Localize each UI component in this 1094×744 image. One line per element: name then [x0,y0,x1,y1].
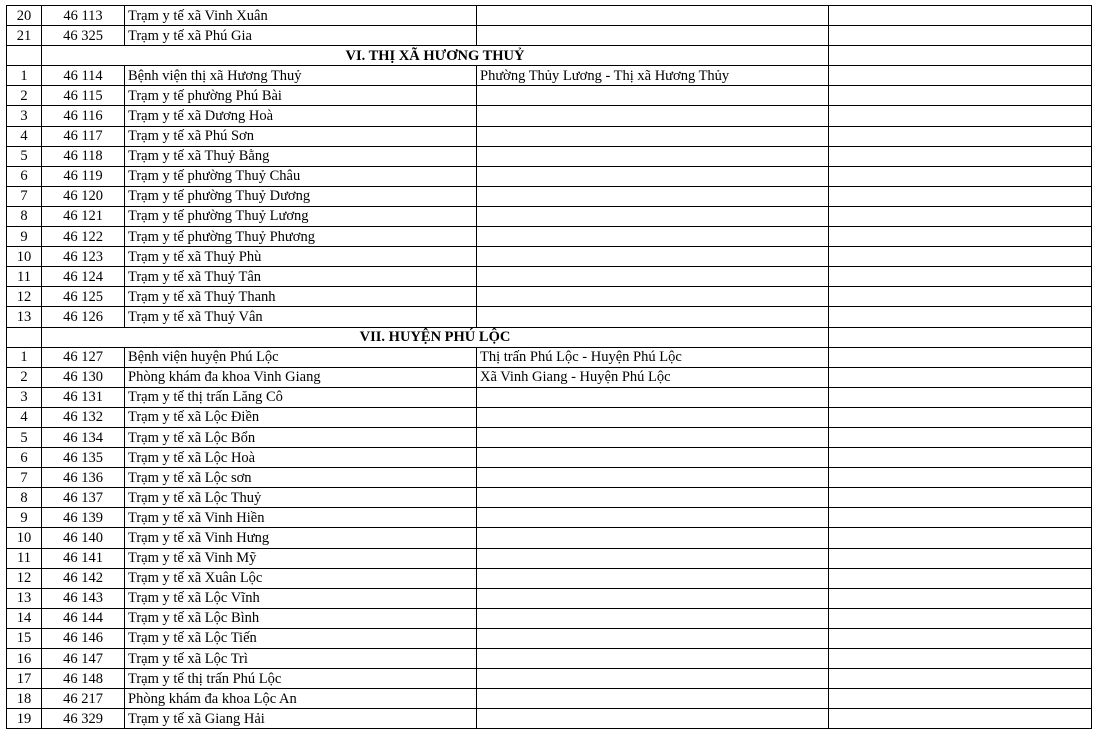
facility-name-cell: Trạm y tế xã Vinh Xuân [125,6,477,26]
address-cell [477,649,829,669]
section-header-row [7,327,1092,347]
note-cell [829,387,1092,407]
address-cell [477,608,829,628]
address-cell [477,468,829,488]
note-cell [829,588,1092,608]
code-cell: 46 325 [42,26,125,46]
facility-name-cell: Trạm y tế phường Thuỷ Châu [125,166,477,186]
note-cell [829,106,1092,126]
address-cell [477,206,829,226]
facility-name-cell: Trạm y tế xã Lộc Tiến [125,628,477,648]
note-cell [829,528,1092,548]
facility-name-cell: Trạm y tế xã Phú Gia [125,26,477,46]
code-cell: 46 131 [42,387,125,407]
note-cell [829,347,1092,367]
address-cell: Xã Vinh Giang - Huyện Phú Lộc [477,367,829,387]
stt-cell: 10 [7,247,42,267]
stt-cell: 3 [7,387,42,407]
facility-name-cell: Trạm y tế phường Thuỷ Phương [125,227,477,247]
facility-name-cell: Trạm y tế xã Lộc Vĩnh [125,588,477,608]
table-row [7,468,1092,488]
note-cell [829,608,1092,628]
table-row [7,387,1092,407]
address-cell: Thị trấn Phú Lộc - Huyện Phú Lộc [477,347,829,367]
table-row [7,66,1092,86]
code-cell: 46 143 [42,588,125,608]
address-cell [477,628,829,648]
table-row [7,307,1092,327]
facility-name-cell: Trạm y tế phường Phú Bài [125,86,477,106]
facility-name-cell: Phòng khám đa khoa Lộc An [125,689,477,709]
table-row [7,628,1092,648]
facility-name-cell: Phòng khám đa khoa Vinh Giang [125,367,477,387]
note-cell [829,468,1092,488]
facility-name-cell: Trạm y tế xã Lộc Bình [125,608,477,628]
address-cell [477,528,829,548]
address-cell [477,86,829,106]
stt-cell: 14 [7,608,42,628]
address-cell [477,267,829,287]
address-cell [477,448,829,468]
stt-cell: 2 [7,367,42,387]
note-cell [829,146,1092,166]
stt-cell: 11 [7,548,42,568]
table-row [7,247,1092,267]
note-cell [829,86,1092,106]
facility-name-cell: Trạm y tế xã Vinh Hiền [125,508,477,528]
note-cell [829,6,1092,26]
table-row [7,166,1092,186]
note-cell [829,66,1092,86]
table-row [7,669,1092,689]
code-cell: 46 148 [42,669,125,689]
stt-cell: 10 [7,528,42,548]
table-body [7,6,1092,729]
address-cell [477,186,829,206]
address-cell [477,669,829,689]
code-cell: 46 140 [42,528,125,548]
section-header-row [7,46,1092,66]
address-cell [477,548,829,568]
note-cell [829,307,1092,327]
address-cell [477,488,829,508]
code-cell: 46 127 [42,347,125,367]
stt-cell: 13 [7,588,42,608]
code-cell: 46 147 [42,649,125,669]
table-row [7,427,1092,447]
table-row [7,227,1092,247]
address-cell [477,709,829,729]
stt-cell [7,327,42,347]
note-cell [829,227,1092,247]
table-row [7,106,1092,126]
table-row [7,528,1092,548]
code-cell: 46 329 [42,709,125,729]
facility-name-cell: Trạm y tế xã Lộc Điền [125,407,477,427]
code-cell: 46 137 [42,488,125,508]
address-cell [477,247,829,267]
address-cell [477,427,829,447]
facility-name-cell: Trạm y tế xã Thuỷ Phù [125,247,477,267]
code-cell: 46 116 [42,106,125,126]
note-cell [829,247,1092,267]
address-cell: Phường Thủy Lương - Thị xã Hương Thủy [477,66,829,86]
hospital-list-table [6,5,1092,729]
table-row [7,407,1092,427]
table-row [7,146,1092,166]
stt-cell: 3 [7,106,42,126]
facility-name-cell: Trạm y tế xã Lộc Thuỷ [125,488,477,508]
code-cell: 46 136 [42,468,125,488]
facility-name-cell: Trạm y tế xã Thuỷ Tân [125,267,477,287]
code-cell: 46 124 [42,267,125,287]
stt-cell: 15 [7,628,42,648]
stt-cell: 8 [7,488,42,508]
table-row [7,608,1092,628]
stt-cell: 9 [7,508,42,528]
code-cell: 46 114 [42,66,125,86]
address-cell [477,508,829,528]
note-cell [829,327,1092,347]
table-row [7,588,1092,608]
address-cell [477,689,829,709]
stt-cell: 1 [7,66,42,86]
stt-cell: 21 [7,26,42,46]
facility-name-cell: Trạm y tế xã Vinh Hưng [125,528,477,548]
stt-cell: 18 [7,689,42,709]
stt-cell: 8 [7,206,42,226]
code-cell: 46 126 [42,307,125,327]
table-row [7,126,1092,146]
note-cell [829,26,1092,46]
code-cell: 46 217 [42,689,125,709]
note-cell [829,206,1092,226]
address-cell [477,126,829,146]
table-row [7,448,1092,468]
note-cell [829,46,1092,66]
facility-name-cell: Trạm y tế xã Phú Sơn [125,126,477,146]
table-row [7,488,1092,508]
code-cell: 46 141 [42,548,125,568]
code-cell: 46 118 [42,146,125,166]
address-cell [477,387,829,407]
note-cell [829,689,1092,709]
facility-name-cell: Trạm y tế thị trấn Lăng Cô [125,387,477,407]
address-cell [477,26,829,46]
code-cell: 46 132 [42,407,125,427]
facility-name-cell: Trạm y tế xã Thuỷ Bằng [125,146,477,166]
table-row [7,367,1092,387]
address-cell [477,106,829,126]
note-cell [829,267,1092,287]
note-cell [829,669,1092,689]
note-cell [829,508,1092,528]
facility-name-cell: Trạm y tế xã Lộc Trì [125,649,477,669]
code-cell: 46 134 [42,427,125,447]
address-cell [477,307,829,327]
stt-cell: 6 [7,166,42,186]
code-cell: 46 119 [42,166,125,186]
table-row [7,6,1092,26]
note-cell [829,367,1092,387]
note-cell [829,628,1092,648]
table-row [7,548,1092,568]
note-cell [829,126,1092,146]
note-cell [829,287,1092,307]
stt-cell: 5 [7,427,42,447]
stt-cell: 12 [7,287,42,307]
stt-cell: 7 [7,186,42,206]
address-cell [477,146,829,166]
code-cell: 46 115 [42,86,125,106]
code-cell: 46 135 [42,448,125,468]
code-cell: 46 113 [42,6,125,26]
facility-name-cell: Trạm y tế thị trấn Phú Lộc [125,669,477,689]
stt-cell: 17 [7,669,42,689]
code-cell: 46 123 [42,247,125,267]
stt-cell: 1 [7,347,42,367]
facility-name-cell: Trạm y tế xã Lộc Bổn [125,427,477,447]
facility-name-cell: Trạm y tế xã Thuỷ Thanh [125,287,477,307]
table-row [7,267,1092,287]
note-cell [829,548,1092,568]
note-cell [829,427,1092,447]
code-cell: 46 125 [42,287,125,307]
table-row [7,649,1092,669]
facility-name-cell: Trạm y tế xã Xuân Lộc [125,568,477,588]
note-cell [829,166,1092,186]
note-cell [829,407,1092,427]
stt-cell: 16 [7,649,42,669]
stt-cell: 4 [7,407,42,427]
code-cell: 46 144 [42,608,125,628]
table-row [7,287,1092,307]
note-cell [829,488,1092,508]
address-cell [477,407,829,427]
facility-name-cell: Bệnh viện thị xã Hương Thuỷ [125,66,477,86]
facility-name-cell: Bệnh viện huyện Phú Lộc [125,347,477,367]
facility-name-cell: Trạm y tế xã Lộc Hoà [125,448,477,468]
stt-cell: 2 [7,86,42,106]
table-row [7,689,1092,709]
facility-name-cell: Trạm y tế xã Dương Hoà [125,106,477,126]
table-row [7,26,1092,46]
address-cell [477,568,829,588]
address-cell [477,287,829,307]
section-title: VII. HUYỆN PHÚ LỘC [42,327,829,347]
stt-cell: 11 [7,267,42,287]
table-row [7,709,1092,729]
table-row [7,186,1092,206]
address-cell [477,588,829,608]
stt-cell: 6 [7,448,42,468]
table-row [7,347,1092,367]
table-row [7,508,1092,528]
facility-name-cell: Trạm y tế xã Giang Hải [125,709,477,729]
code-cell: 46 146 [42,628,125,648]
stt-cell: 9 [7,227,42,247]
stt-cell: 4 [7,126,42,146]
facility-name-cell: Trạm y tế xã Lộc sơn [125,468,477,488]
address-cell [477,6,829,26]
facility-name-cell: Trạm y tế phường Thuỷ Lương [125,206,477,226]
stt-cell: 19 [7,709,42,729]
table-row [7,568,1092,588]
address-cell [477,166,829,186]
code-cell: 46 122 [42,227,125,247]
facility-name-cell: Trạm y tế phường Thuỷ Dương [125,186,477,206]
facility-name-cell: Trạm y tế xã Vinh Mỹ [125,548,477,568]
stt-cell: 12 [7,568,42,588]
stt-cell: 20 [7,6,42,26]
code-cell: 46 121 [42,206,125,226]
table-row [7,206,1092,226]
stt-cell: 7 [7,468,42,488]
facility-name-cell: Trạm y tế xã Thuỷ Vân [125,307,477,327]
note-cell [829,709,1092,729]
note-cell [829,186,1092,206]
note-cell [829,649,1092,669]
code-cell: 46 130 [42,367,125,387]
address-cell [477,227,829,247]
table-row [7,86,1092,106]
code-cell: 46 142 [42,568,125,588]
note-cell [829,448,1092,468]
code-cell: 46 117 [42,126,125,146]
section-title: VI. THỊ XÃ HƯƠNG THUỶ [42,46,829,66]
code-cell: 46 120 [42,186,125,206]
note-cell [829,568,1092,588]
stt-cell: 5 [7,146,42,166]
code-cell: 46 139 [42,508,125,528]
stt-cell: 13 [7,307,42,327]
stt-cell [7,46,42,66]
